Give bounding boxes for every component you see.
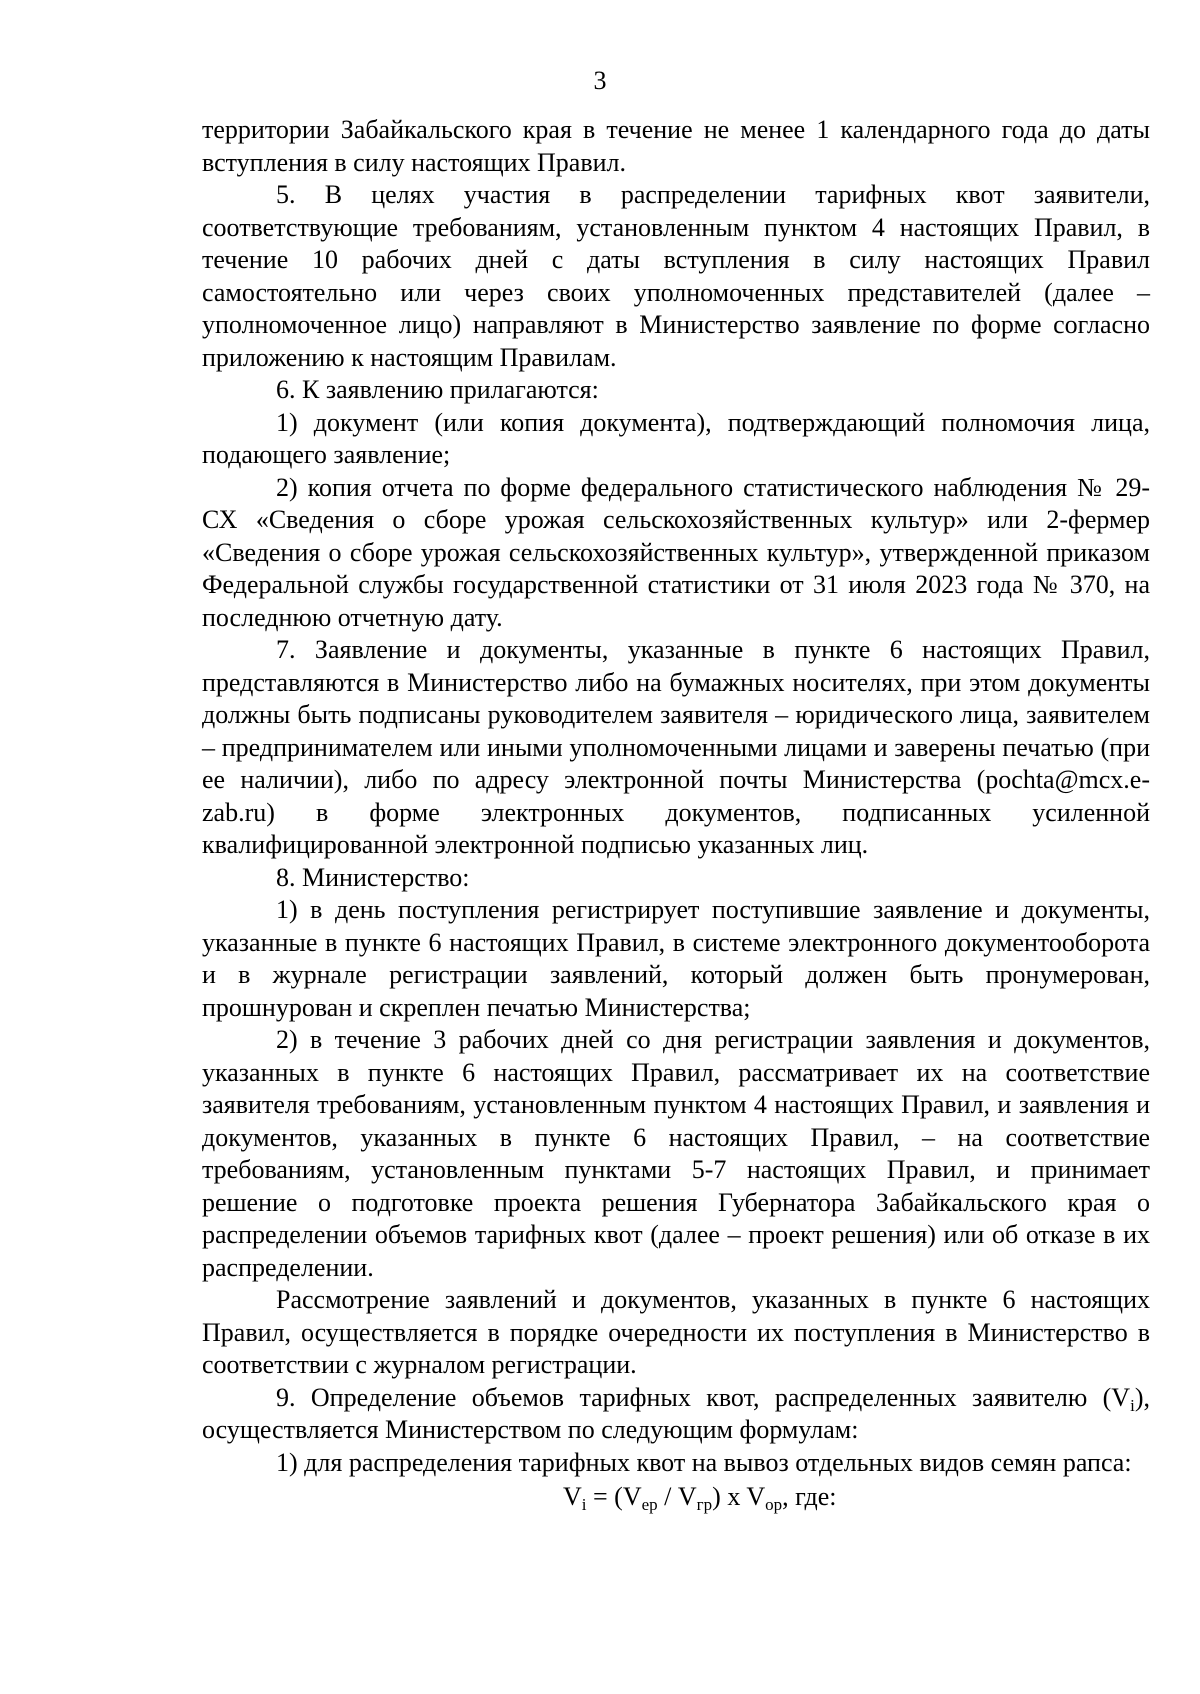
document-body	[202, 114, 1150, 1515]
paragraph-9-subscript: i	[1130, 1395, 1135, 1415]
paragraph-9	[202, 1382, 1150, 1447]
paragraph-6-item-1: 1) документ (или копия документа), подтверждающий полномочия лица, подающего заявление;	[202, 407, 1150, 469]
paragraph-9-after: ), осуществляется Министерством по следующим формулам:	[202, 1382, 1150, 1444]
paragraph-5: 5. В целях участия в распределении тарифных квот заявители, соответствующие требованиям, установленным пунктом 4 настоящих Правил, в течение 10 рабочих дней с даты вступления в силу настоящих Правил самостоятельно или через своих уполномоченных представителей (далее – уполномоченное лицо) направляют в Министерство заявление по форме согласно приложению к настоящим Правилам.	[202, 180, 1150, 372]
paragraph-9-item-1: 1) для распределения тарифных квот на вывоз отдельных видов семян рапса:	[276, 1447, 1132, 1477]
formula	[202, 1479, 1150, 1515]
formula-part: , где:	[782, 1482, 837, 1511]
paragraph-continuation: территории Забайкальского края в течение не менее 1 календарного года до даты вступления в силу настоящих Правил.	[202, 115, 1150, 177]
page-number: 3	[593, 66, 607, 95]
paragraph-review-order: Рассмотрение заявлений и документов, указанных в пункте 6 настоящих Правил, осуществляется в порядке очередности их поступления в Министерство в соответствии с журналом регистрации.	[202, 1285, 1150, 1379]
formula-part: V	[563, 1482, 582, 1511]
paragraph-6: 6. К заявлению прилагаются:	[276, 375, 599, 404]
paragraph-7: 7. Заявление и документы, указанные в пункте 6 настоящих Правил, представляются в Министерство либо на бумажных носителях, при этом документы должны быть подписаны руководителем заявителя – юридического лица, заявителем – предпринимателем или иными уполномоченными лицами и заверены печатью (при ее наличии), либо по адресу электронной почты Министерства (pochta@mcx.e-zab.ru) в форме электронных документов, подписанных усиленной квалифицированной электронной подписью указанных лиц.	[202, 635, 1150, 859]
formula-subscript: ер	[641, 1495, 658, 1514]
formula-subscript: гр	[696, 1495, 713, 1514]
paragraph-9-before: 9. Определение объемов тарифных квот, распределенных заявителю (V	[276, 1382, 1131, 1412]
paragraph-6-item-2: 2) копия отчета по форме федерального статистического наблюдения № 29-СХ «Сведения о сборе урожая сельскохозяйственных культур» или 2-фермер «Сведения о сборе урожая сельскохозяйственных культур», утвержденной приказом Федеральной службы государственной статистики от 31 июля 2023 года № 370, на последнюю отчетную дату.	[202, 472, 1150, 632]
formula-subscript: ор	[765, 1495, 783, 1514]
paragraph-8-item-1: 1) в день поступления регистрирует поступившие заявление и документы, указанные в пункте 6 настоящих Правил, в системе электронного документооборота и в журнале регистрации заявлений, который должен быть пронумерован, прошнурован и скреплен печатью Министерства;	[202, 895, 1150, 1022]
formula-part: / V	[657, 1482, 697, 1511]
paragraph-8: 8. Министерство:	[276, 862, 470, 892]
formula-part: = (V	[586, 1482, 642, 1511]
formula-subscript: i	[581, 1495, 587, 1514]
formula-part: ) x V	[712, 1482, 766, 1511]
paragraph-8-item-2: 2) в течение 3 рабочих дней со дня регистрации заявления и документов, указанных в пункте 6 настоящих Правил, рассматривает их на соответствие заявителя требованиям, установленным пунктом 4 настоящих Правил, и заявления и документов, указанных в пункте 6 настоящих Правил, – на соответствие требованиям, установленным пунктами 5-7 настоящих Правил, и принимает решение о подготовке проекта решения Губернатора Забайкальского края о распределении объемов тарифных квот (далее – проект решения) или об отказе в их распределении.	[202, 1025, 1150, 1282]
